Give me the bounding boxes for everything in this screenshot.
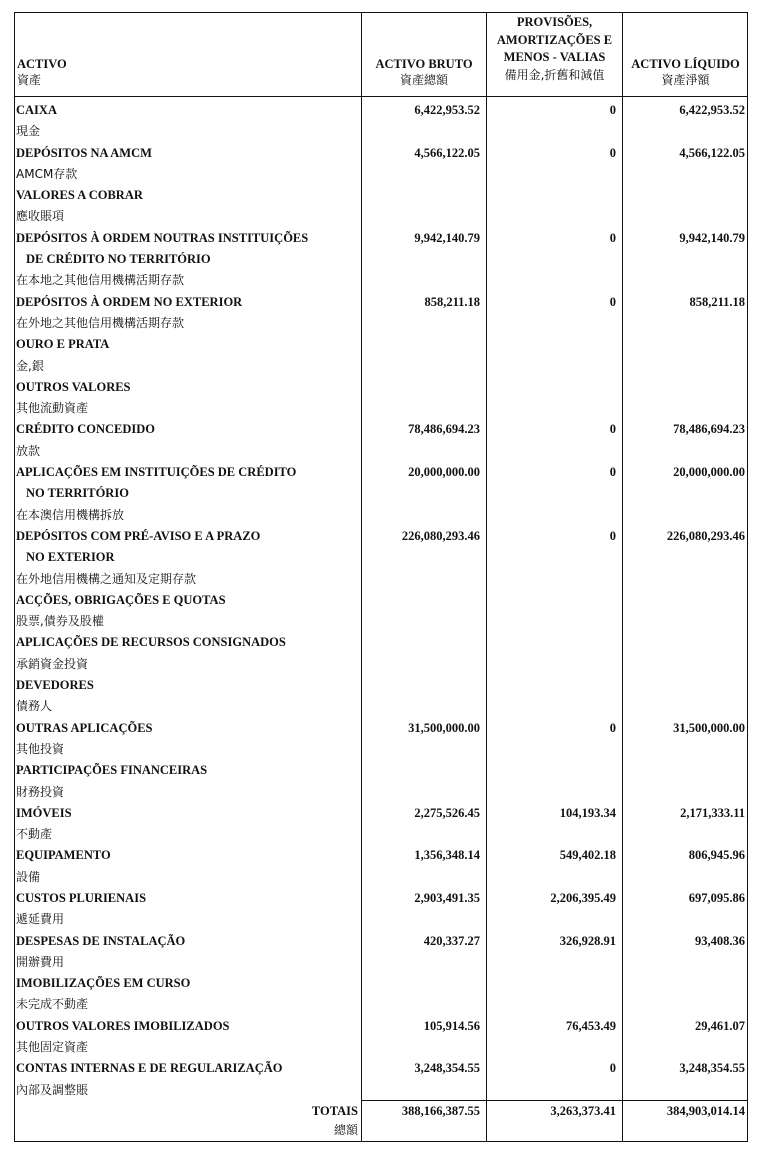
header-prov-pt-2: AMORTIZAÇÕES E bbox=[496, 32, 613, 47]
row-gross-value: 78,486,694.23 bbox=[408, 422, 480, 437]
row-label-pt: DEPÓSITOS NA AMCM bbox=[16, 145, 152, 160]
row-gross-value: 858,211.18 bbox=[424, 294, 480, 309]
totals-gross: 388,166,387.55 bbox=[401, 1104, 480, 1118]
row-label-pt: CONTAS INTERNAS E DE REGULARIZAÇÃO bbox=[16, 1061, 283, 1076]
table-row bbox=[16, 334, 748, 377]
row-net-value: 806,945.96 bbox=[688, 848, 745, 863]
row-label-pt: DEVEDORES bbox=[16, 678, 94, 693]
row-label-zh: 不動產 bbox=[16, 827, 53, 842]
header-net-zh: 資產淨額 bbox=[661, 73, 710, 87]
totals-provisions: 3,263,373.41 bbox=[550, 1104, 616, 1118]
row-label-pt: CUSTOS PLURIENAIS bbox=[16, 890, 147, 905]
row-label-pt: OUTROS VALORES IMOBILIZADOS bbox=[16, 1018, 230, 1033]
table-row bbox=[16, 1058, 748, 1101]
row-label-pt: NO TERRITÓRIO bbox=[26, 486, 129, 501]
row-label-zh: 未完成不動產 bbox=[16, 997, 89, 1012]
row-gross-value: 9,942,140.79 bbox=[414, 230, 480, 245]
row-label-pt: DEPÓSITOS À ORDEM NO EXTERIOR bbox=[16, 294, 243, 309]
row-provisions-value: 549,402.18 bbox=[559, 848, 616, 863]
row-label-pt: OUTRAS APLICAÇÕES bbox=[16, 720, 153, 735]
row-net-value: 226,080,293.46 bbox=[666, 528, 745, 543]
row-provisions-value: 0 bbox=[609, 528, 616, 543]
header-activo-pt: ACTIVO bbox=[17, 57, 67, 71]
table-row bbox=[16, 931, 748, 974]
table-row bbox=[16, 888, 748, 931]
table-row bbox=[16, 185, 748, 228]
table-row bbox=[16, 377, 748, 420]
row-provisions-value: 0 bbox=[609, 1061, 616, 1076]
row-label-zh: 在外地信用機構之通知及定期存款 bbox=[16, 571, 197, 586]
row-gross-value: 2,903,491.35 bbox=[414, 890, 480, 905]
row-label-pt: ACÇÕES, OBRIGAÇÕES E QUOTAS bbox=[16, 592, 226, 607]
row-label-pt: DEPÓSITOS COM PRÉ-AVISO E A PRAZO bbox=[16, 528, 261, 543]
row-gross-value: 3,248,354.55 bbox=[414, 1061, 480, 1076]
row-net-value: 2,171,333.11 bbox=[680, 805, 745, 820]
header-activo-bruto bbox=[362, 56, 486, 88]
row-label-pt: CAIXA bbox=[16, 103, 57, 117]
header-gross-zh: 資產總額 bbox=[399, 73, 448, 87]
row-label-pt: PARTICIPAÇÕES FINANCEIRAS bbox=[16, 763, 208, 778]
row-label-pt: DESPESAS DE INSTALAÇÃO bbox=[16, 933, 186, 948]
table-row bbox=[16, 845, 748, 888]
row-provisions-value: 0 bbox=[609, 103, 616, 117]
header-activo-liquido bbox=[623, 56, 748, 88]
row-provisions-value: 326,928.91 bbox=[559, 933, 616, 948]
row-provisions-value: 104,193.34 bbox=[559, 805, 616, 820]
table-row bbox=[16, 1016, 748, 1059]
row-label-pt: DEPÓSITOS À ORDEM NOUTRAS INSTITUIÇÕES bbox=[16, 230, 309, 245]
row-label-pt: IMÓVEIS bbox=[16, 805, 72, 820]
row-label-zh: 放款 bbox=[16, 443, 41, 458]
row-label-pt: OUTROS VALORES bbox=[16, 379, 131, 394]
row-label-zh: 其他流動資產 bbox=[16, 401, 89, 416]
row-provisions-value: 0 bbox=[609, 422, 616, 437]
header-divider bbox=[14, 96, 748, 97]
table-row bbox=[16, 100, 748, 143]
row-label-zh: 其他固定資產 bbox=[16, 1040, 89, 1055]
header-activo-zh: 資產 bbox=[17, 73, 42, 87]
row-label-zh: 現金 bbox=[16, 124, 41, 139]
table-row bbox=[16, 143, 748, 186]
row-label-pt: VALORES A COBRAR bbox=[16, 188, 143, 203]
row-label-pt: OURO E PRATA bbox=[16, 337, 110, 352]
table-row bbox=[16, 228, 748, 292]
table-row bbox=[16, 718, 748, 761]
table-row bbox=[16, 292, 748, 335]
row-net-value: 93,408.36 bbox=[695, 933, 745, 948]
row-label-zh: AMCM存款 bbox=[16, 166, 78, 181]
row-label-pt: APLICAÇÕES EM INSTITUIÇÕES DE CRÉDITO bbox=[16, 465, 297, 480]
row-gross-value: 105,914.56 bbox=[423, 1018, 480, 1033]
table-row bbox=[16, 419, 748, 462]
header-net-pt: ACTIVO LÍQUIDO bbox=[631, 57, 740, 71]
row-provisions-value: 0 bbox=[609, 720, 616, 735]
row-label-zh: 金,銀 bbox=[16, 358, 44, 373]
row-label-zh: 遞延費用 bbox=[16, 912, 65, 927]
row-provisions-value: 2,206,395.49 bbox=[550, 890, 616, 905]
table-row bbox=[16, 760, 748, 803]
row-label-zh: 開辦費用 bbox=[16, 954, 65, 969]
row-net-value: 6,422,953.52 bbox=[679, 103, 745, 117]
totals-label-zh: 總額 bbox=[333, 1123, 358, 1137]
table-row bbox=[16, 526, 748, 590]
row-provisions-value: 0 bbox=[609, 465, 616, 480]
row-net-value: 4,566,122.05 bbox=[679, 145, 745, 160]
row-label-zh: 在外地之其他信用機構活期存款 bbox=[16, 315, 185, 330]
asset-rows bbox=[16, 100, 748, 1101]
row-provisions-value: 0 bbox=[609, 294, 616, 309]
row-provisions-value: 0 bbox=[609, 145, 616, 160]
row-gross-value: 226,080,293.46 bbox=[401, 528, 480, 543]
row-label-pt: NO EXTERIOR bbox=[26, 550, 115, 565]
row-label-zh: 設備 bbox=[16, 869, 41, 884]
table-row bbox=[16, 675, 748, 718]
header-gross-pt: ACTIVO BRUTO bbox=[375, 57, 473, 71]
row-net-value: 9,942,140.79 bbox=[679, 230, 745, 245]
table-row bbox=[16, 462, 748, 526]
row-label-zh: 其他投資 bbox=[16, 741, 65, 756]
row-label-zh: 股票,債券及股權 bbox=[16, 614, 104, 629]
header-prov-pt-3: MENOS - VALIAS bbox=[503, 50, 606, 64]
table-row bbox=[16, 590, 748, 633]
row-gross-value: 20,000,000.00 bbox=[408, 465, 480, 480]
row-net-value: 78,486,694.23 bbox=[673, 422, 745, 437]
row-label-zh: 債務人 bbox=[16, 699, 53, 714]
row-net-value: 858,211.18 bbox=[689, 294, 745, 309]
totals-label bbox=[312, 1102, 358, 1140]
row-gross-value: 420,337.27 bbox=[423, 933, 480, 948]
row-label-pt: IMOBILIZAÇÕES EM CURSO bbox=[16, 976, 191, 991]
row-net-value: 20,000,000.00 bbox=[673, 465, 745, 480]
row-label-zh: 承銷資金投資 bbox=[16, 656, 89, 671]
row-net-value: 697,095.86 bbox=[688, 890, 745, 905]
row-gross-value: 2,275,526.45 bbox=[414, 805, 480, 820]
table-row bbox=[16, 803, 748, 846]
row-label-pt: EQUIPAMENTO bbox=[16, 848, 111, 863]
header-activo bbox=[17, 56, 67, 88]
row-label-pt: CRÉDITO CONCEDIDO bbox=[16, 422, 156, 437]
row-gross-value: 1,356,348.14 bbox=[414, 848, 480, 863]
row-gross-value: 4,566,122.05 bbox=[414, 145, 480, 160]
totals-label-pt: TOTAIS bbox=[311, 1104, 358, 1118]
row-gross-value: 31,500,000.00 bbox=[408, 720, 480, 735]
header-provisoes bbox=[487, 14, 622, 84]
table-row bbox=[16, 973, 748, 1016]
row-net-value: 29,461.07 bbox=[695, 1018, 745, 1033]
row-provisions-value: 76,453.49 bbox=[566, 1018, 616, 1033]
row-label-zh: 應收賬項 bbox=[16, 209, 65, 224]
row-label-pt: DE CRÉDITO NO TERRITÓRIO bbox=[26, 252, 211, 267]
row-label-pt: APLICAÇÕES DE RECURSOS CONSIGNADOS bbox=[16, 635, 286, 650]
header-prov-pt-1: PROVISÕES, bbox=[516, 15, 593, 29]
row-label-zh: 內部及調整賬 bbox=[16, 1082, 89, 1097]
row-label-zh: 在本地之其他信用機構活期存款 bbox=[16, 273, 185, 288]
header-prov-zh: 備用金,折舊和減值 bbox=[504, 67, 605, 82]
row-gross-value: 6,422,953.52 bbox=[414, 103, 480, 117]
row-net-value: 31,500,000.00 bbox=[673, 720, 745, 735]
row-label-zh: 財務投資 bbox=[16, 784, 65, 799]
row-provisions-value: 0 bbox=[609, 230, 616, 245]
table-row bbox=[16, 632, 748, 675]
totals-row bbox=[14, 1100, 748, 1142]
row-label-zh: 在本澳信用機構拆放 bbox=[16, 507, 125, 522]
row-net-value: 3,248,354.55 bbox=[679, 1061, 745, 1076]
totals-net: 384,903,014.14 bbox=[666, 1104, 745, 1118]
